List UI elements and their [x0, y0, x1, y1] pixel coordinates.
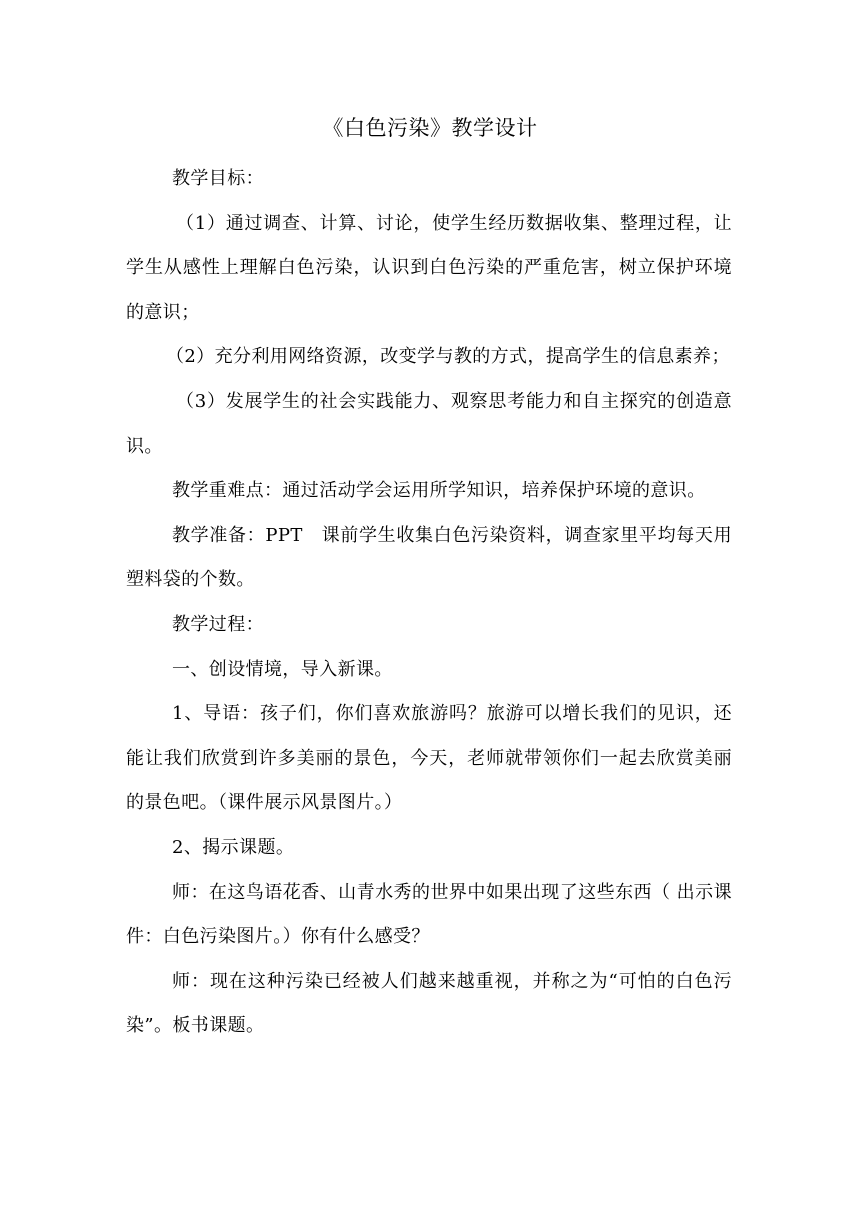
section-heading-1: 一、创设情境，导入新课。 — [172, 658, 393, 680]
goals-heading: 教学目标： — [172, 168, 264, 189]
teacher-paragraph-1: 师：在这鸟语花香、山青水秀的世界中如果出现了这些东西（ 出示课件：白色污染图片。）你有什么感受？ — [126, 881, 732, 948]
key-points-paragraph: 教学重难点：通过活动学会运用所学知识，培养保护环境的意识。 — [172, 480, 706, 502]
document-body — [126, 157, 732, 1049]
step-1-paragraph: 1、导语：孩子们，你们喜欢旅游吗？旅游可以增长我们的见识，还能让我们欣赏到许多美丽的景色，今天，老师就带领你们一起去欣赏美丽的景色吧。（课件展示风景图片。） — [126, 703, 732, 814]
goal-item-3: （3）发展学生的社会实践能力、观察思考能力和自主探究的创造意识。 — [126, 390, 732, 457]
document-title: 《白色污染》教学设计 — [322, 116, 538, 140]
goal-item-1: （1）通过调查、计算、讨论，使学生经历数据收集、整理过程，让学生从感性上理解白色污染，认识到白色污染的严重危害，树立保护环境的意识； — [126, 212, 732, 323]
goal-item-2: （2）充分利用网络资源，改变学与教的方式，提高学生的信息素养； — [166, 346, 730, 368]
process-heading: 教学过程： — [172, 613, 264, 635]
teacher-paragraph-2: 师：现在这种污染已经被人们越来越重视，并称之为“可怕的白色污染”。板书课题。 — [126, 970, 732, 1037]
step-2-paragraph: 2、揭示课题。 — [172, 836, 295, 858]
preparation-paragraph: 教学准备：PPT 课前学生收集白色污染资料，调查家里平均每天用塑料袋的个数。 — [126, 524, 732, 591]
